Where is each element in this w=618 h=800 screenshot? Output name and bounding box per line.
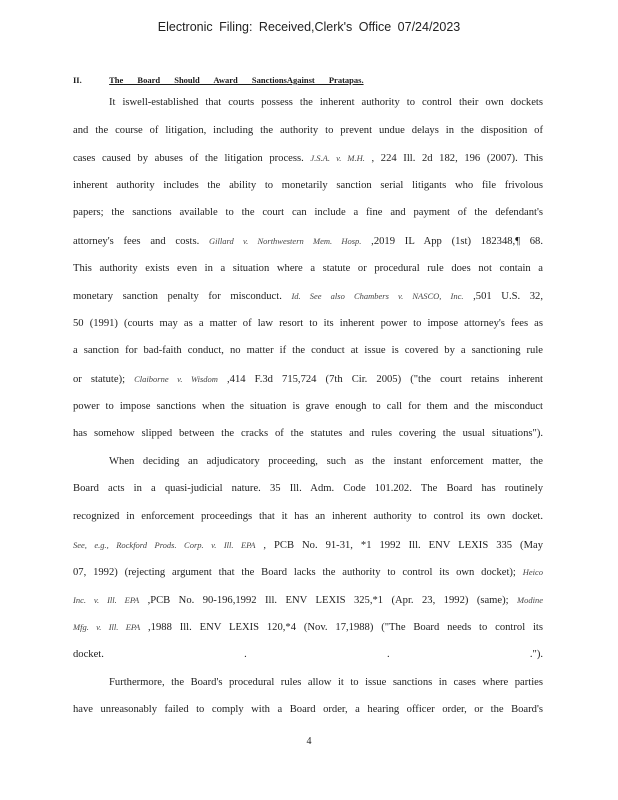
case-citation: See, e.g., Rockford Prods. Corp. v. Ill. EPA: [73, 539, 256, 550]
text-line: [73, 262, 543, 276]
text-run: cases caused by abuses of the litigation process.: [73, 153, 311, 165]
case-citation: Mfg. v. Ill. EPA: [73, 622, 141, 633]
text-line: [73, 372, 543, 386]
text-run: 07, 1992) (rejecting argument that the Board lacks the authority to control its own docket);: [73, 567, 523, 579]
text-run: inherent authority includes the ability to monetarily sanction serial litigants who file frivolous: [73, 179, 543, 191]
text-run: papers; the sanctions available to the court can include a fine and payment of the defendant's: [73, 207, 543, 219]
case-citation: Heico: [522, 567, 543, 578]
text-run: , 224 Ill. 2d 182, 196 (2007). This: [364, 153, 543, 165]
text-line: [73, 620, 543, 634]
text-line: [73, 510, 543, 524]
text-run: power to impose sanctions when the situation is grave enough to call for them and the misconduct: [73, 400, 543, 412]
text-line: [73, 593, 543, 607]
case-citation: Modine: [517, 594, 543, 605]
text-line: [73, 317, 543, 331]
text-line: [73, 234, 543, 248]
section-heading: [73, 75, 373, 85]
text-line: [109, 455, 543, 469]
text-run: ,414 F.3d 715,724 (7th Cir. 2005) ("the court retains inherent: [217, 374, 543, 385]
text-line: [73, 124, 543, 138]
text-run: docket. . . .").: [73, 649, 543, 660]
text-run: attorney's fees and costs.: [73, 236, 209, 247]
text-line: [109, 676, 543, 690]
text-run: ,501 U.S. 32,: [463, 291, 543, 303]
text-line: [73, 565, 543, 579]
text-line: [73, 179, 543, 193]
text-run: monetary sanction penalty for misconduct.: [73, 291, 292, 303]
text-run: recognized in enforcement proceedings that it has an inherent authority to control its own docket.: [73, 511, 543, 522]
text-run: or statute);: [73, 374, 135, 385]
text-line: [73, 289, 543, 303]
text-run: It iswell-established that courts possess the inherent authority to control their own dockets: [109, 97, 543, 108]
text-run: When deciding an adjudicatory proceeding, such as the instant enforcement matter, the: [109, 455, 543, 467]
text-line: [73, 482, 543, 496]
text-run: ,1988 Ill. ENV LEXIS 120,*4 (Nov. 17,1988) ("The Board needs to control its: [140, 622, 543, 634]
text-line: [73, 151, 543, 165]
text-line: [73, 344, 543, 358]
case-citation: Id. See also Chambers v. NASCO, Inc.: [291, 291, 464, 302]
text-run: , PCB No. 91-31, *1 1992 Ill. ENV LEXIS 335 (May: [255, 539, 543, 551]
case-citation: Claiborne v. Wisdom: [134, 374, 218, 384]
text-run: ,PCB No. 90-196,1992 Ill. ENV LEXIS 325,*1 (Apr. 23, 1992) (same);: [139, 594, 518, 606]
text-run: have unreasonably failed to comply with a Board order, a hearing officer order, or the Board's: [73, 704, 543, 716]
case-citation: Inc. v. Ill. EPA: [73, 594, 140, 605]
text-line: [73, 648, 543, 662]
text-line: [73, 400, 543, 414]
text-line: [73, 206, 543, 220]
text-line: [73, 703, 543, 717]
text-run: Board acts in a quasi-judicial nature. 35 Ill. Adm. Code 101.202. The Board has routinely: [73, 483, 543, 495]
section-number: II.: [73, 75, 82, 85]
case-citation: Gillard v. Northwestern Mem. Hosp.: [209, 236, 362, 246]
text-run: has somehow slipped between the cracks of the statutes and rules covering the usual situations").: [73, 428, 543, 440]
text-run: and the course of litigation, including the authority to prevent undue delays in the disposition of: [73, 124, 543, 136]
page-number: 4: [306, 736, 312, 747]
section-title: The Board Should Award SanctionsAgainst Pratapas.: [109, 75, 364, 85]
text-run: This authority exists even in a situation where a statute or procedural rule does not contain a: [73, 262, 543, 274]
text-line: [73, 427, 543, 441]
text-run: a sanction for bad-faith conduct, no matter if the conduct at issue is covered by a sanctioning rule: [73, 345, 543, 357]
text-run: ,2019 IL App (1st) 182348,¶ 68.: [361, 236, 544, 247]
text-line: [109, 96, 543, 110]
text-run: Furthermore, the Board's procedural rules allow it to issue sanctions in cases where parties: [109, 676, 543, 688]
case-citation: J.S.A. v. M.H.: [310, 153, 365, 164]
text-line: [73, 538, 543, 552]
filing-stamp-header: Electronic Filing: Received,Clerk's Office 07/24/2023: [157, 20, 461, 34]
text-run: 50 (1991) (courts may as a matter of law resort to its inherent power to impose attorney's fees as: [73, 317, 543, 329]
